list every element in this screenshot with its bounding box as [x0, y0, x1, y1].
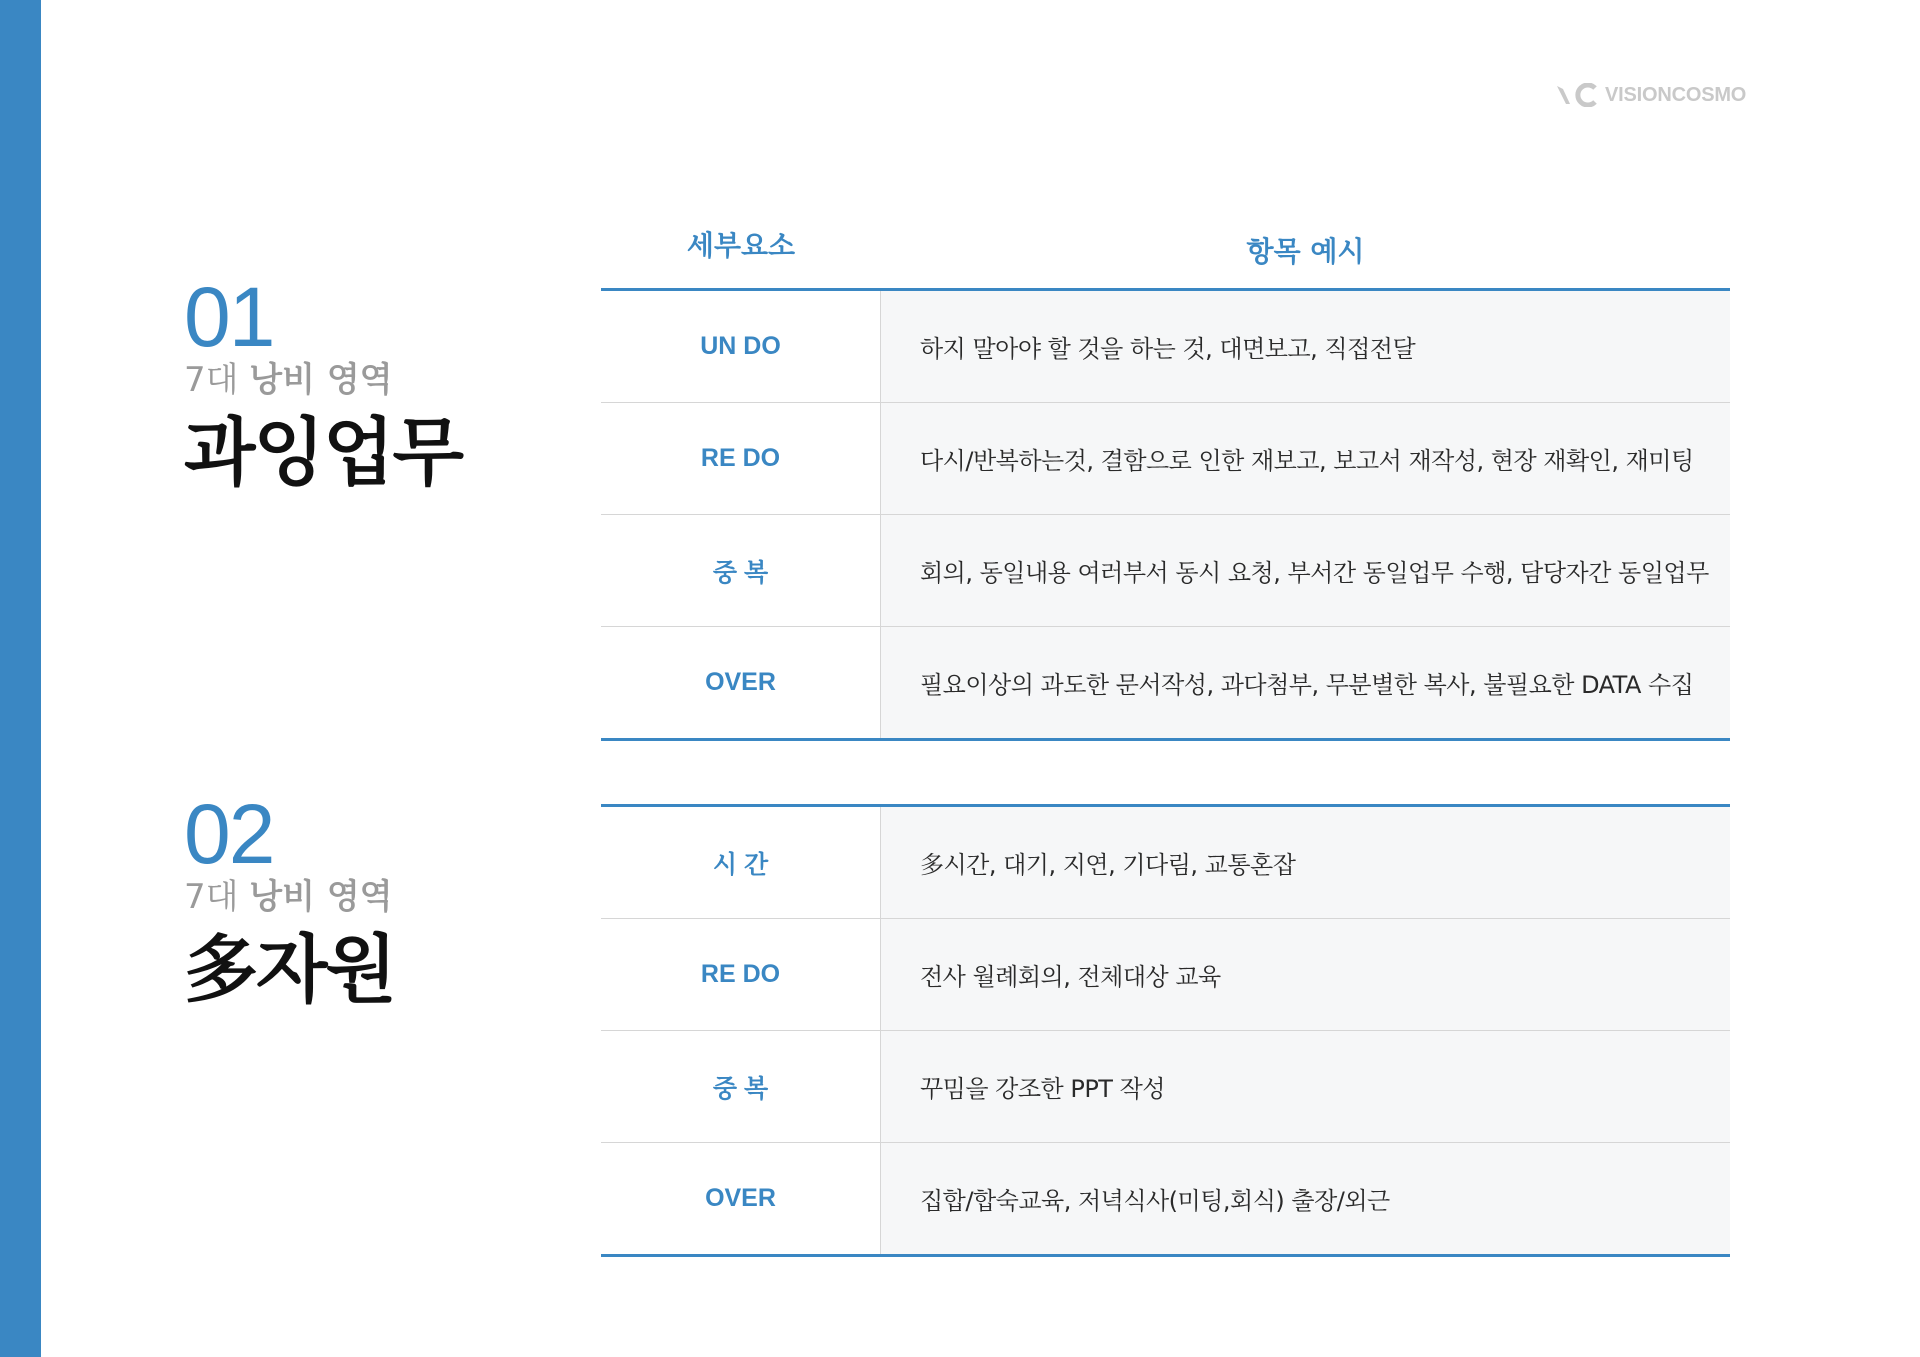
example-cell: 多시간, 대기, 지연, 기다림, 교통혼잡	[881, 807, 1730, 918]
subtitle-bold: 낭비 영역	[249, 877, 393, 917]
waste-table-2	[601, 804, 1730, 1257]
vc-logo-icon	[1555, 83, 1599, 107]
section-01-title	[184, 270, 462, 496]
table-row	[601, 918, 1730, 1030]
example-cell: 전사 월례회의, 전체대상 교육	[881, 919, 1730, 1030]
brand-logo	[1555, 80, 1746, 110]
element-cell: 시 간	[601, 807, 881, 918]
section-subtitle	[184, 876, 395, 918]
subtitle-prefix: 7대	[184, 877, 250, 917]
example-cell: 꾸밈을 강조한 PPT 작성	[881, 1031, 1730, 1142]
subtitle-bold: 낭비 영역	[249, 360, 393, 400]
subtitle-prefix: 7대	[184, 360, 250, 400]
table-row	[601, 1030, 1730, 1142]
brand-name: VISIONCOSMO	[1605, 83, 1747, 106]
section-heading: 과잉업무	[184, 410, 462, 496]
table-body	[601, 288, 1730, 741]
table-row	[601, 807, 1730, 918]
table-header	[601, 222, 1730, 288]
table-row	[601, 514, 1730, 626]
table-row	[601, 291, 1730, 402]
example-cell: 하지 말아야 할 것을 하는 것, 대면보고, 직접전달	[881, 291, 1730, 402]
table-row	[601, 1142, 1730, 1254]
section-number: 02	[184, 787, 274, 881]
table-row	[601, 626, 1730, 738]
column-header-example: 항목 예시	[1246, 235, 1365, 268]
element-cell: 중 복	[601, 1031, 881, 1142]
element-cell: OVER	[601, 1143, 881, 1254]
element-cell: UN DO	[601, 291, 881, 402]
side-accent-bar	[0, 0, 41, 1357]
example-cell: 집합/합숙교육, 저녁식사(미팅,회식) 출장/외근	[881, 1143, 1730, 1254]
example-cell: 필요이상의 과도한 문서작성, 과다첨부, 무분별한 복사, 불필요한 DATA 수집	[881, 627, 1730, 738]
example-cell: 회의, 동일내용 여러부서 동시 요청, 부서간 동일업무 수행, 담당자간 동일업무	[881, 515, 1730, 626]
example-cell: 다시/반복하는것, 결함으로 인한 재보고, 보고서 재작성, 현장 재확인, 재미팅	[881, 403, 1730, 514]
element-cell: OVER	[601, 627, 881, 738]
section-subtitle	[184, 359, 462, 401]
section-02-title	[184, 787, 395, 1013]
section-number: 01	[184, 270, 274, 364]
element-cell: RE DO	[601, 403, 881, 514]
section-heading: 多자원	[184, 927, 395, 1013]
element-cell: 중 복	[601, 515, 881, 626]
waste-table-1	[601, 288, 1730, 741]
column-header-element: 세부요소	[686, 229, 796, 262]
table-body	[601, 804, 1730, 1257]
table-row	[601, 402, 1730, 514]
element-cell: RE DO	[601, 919, 881, 1030]
